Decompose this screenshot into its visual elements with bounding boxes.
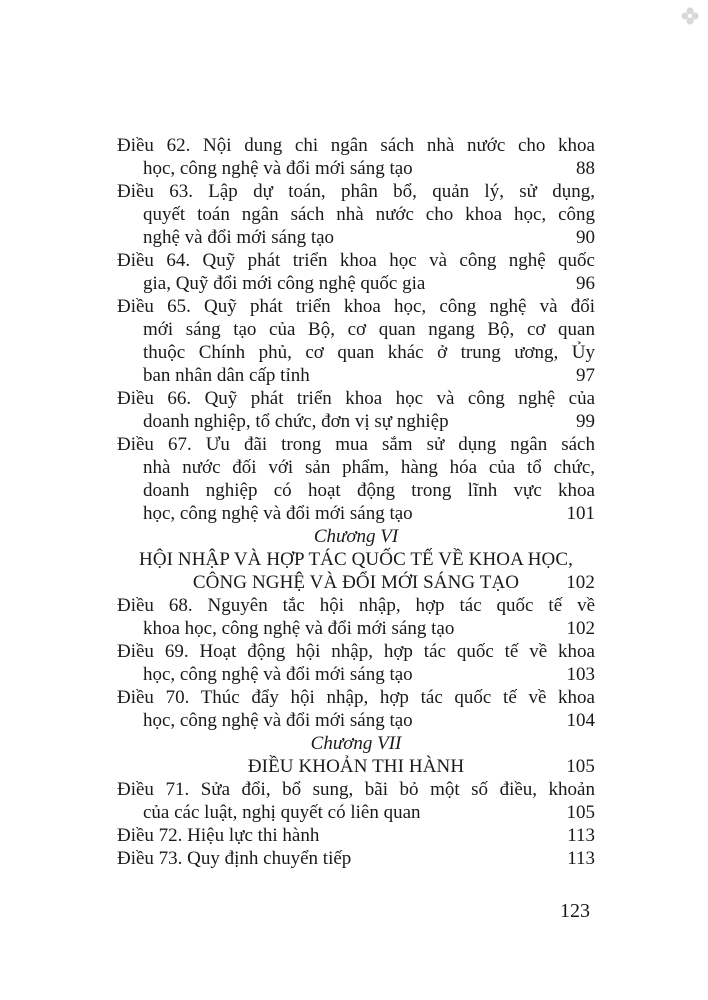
toc-entry-page: 99 (576, 411, 595, 432)
toc-entry-line: nghệ và đổi mới sáng tạo (143, 227, 335, 248)
toc-entry (117, 778, 595, 824)
toc-entry-line: Điều 64. Quỹ phát triển khoa học và công nghệ quốc (117, 250, 595, 271)
toc-entry-line: quyết toán ngân sách nhà nước cho khoa học, công (143, 204, 595, 225)
chapter-6-label: Chương VI (313, 526, 399, 547)
toc-entries-chapter-7 (117, 778, 595, 870)
toc-entry (117, 134, 595, 180)
toc-entry-line: Điều 69. Hoạt động hội nhập, hợp tác quốc tế về khoa (117, 641, 595, 662)
toc-entry-page: 97 (576, 365, 595, 386)
chapter-6-title-line-1: HỘI NHẬP VÀ HỢP TÁC QUỐC TẾ VỀ KHOA HỌC, (139, 549, 573, 570)
toc-entry-page: 105 (566, 802, 595, 823)
toc-entry-line: ban nhân dân cấp tỉnh (143, 365, 310, 386)
toc-entry-page: 113 (567, 825, 595, 846)
toc-entry (117, 686, 595, 732)
toc-entry-page: 101 (566, 503, 595, 524)
toc-entry-line: Điều 72. Hiệu lực thi hành (117, 825, 320, 846)
toc-entry-line: gia, Quỹ đổi mới công nghệ quốc gia (143, 273, 426, 294)
toc-entry-line: khoa học, công nghệ và đổi mới sáng tạo (143, 618, 455, 639)
chapter-6-title-line-2: CÔNG NGHỆ VÀ ĐỔI MỚI SÁNG TẠO (192, 572, 520, 593)
toc-entry-line: học, công nghệ và đổi mới sáng tạo (143, 664, 413, 685)
toc-entry-line: Điều 63. Lập dự toán, phân bổ, quản lý, sử dụng, (117, 181, 595, 202)
toc-entry-line: học, công nghệ và đổi mới sáng tạo (143, 503, 413, 524)
toc-entry-line: Điều 66. Quỹ phát triển khoa học và công nghệ của (117, 388, 595, 409)
toc-entry-line: Điều 70. Thúc đẩy hội nhập, hợp tác quốc tế về khoa (117, 687, 595, 708)
toc-entries-chapter-6 (117, 594, 595, 732)
toc-entry-line: mới sáng tạo của Bộ, cơ quan ngang Bộ, cơ quan (143, 319, 595, 340)
toc-entry-line: Điều 62. Nội dung chi ngân sách nhà nước cho khoa (117, 135, 595, 156)
toc-entry-line: thuộc Chính phủ, cơ quan khác ở trung ương, Ủy (143, 342, 595, 363)
toc-entries-chapter-5 (117, 134, 595, 525)
toc-entry-page: 104 (566, 710, 595, 731)
toc-entry (117, 824, 595, 847)
toc-entry-line: Điều 71. Sửa đổi, bổ sung, bãi bỏ một số điều, khoản (117, 779, 595, 800)
toc-entry (117, 640, 595, 686)
toc-entry-line: của các luật, nghị quyết có liên quan (143, 802, 421, 823)
toc-entry (117, 594, 595, 640)
toc-entry-line: học, công nghệ và đổi mới sáng tạo (143, 158, 413, 179)
toc-entry-page: 103 (566, 664, 595, 685)
chapter-7-page: 105 (566, 756, 595, 777)
page-number: 123 (560, 900, 590, 922)
chapter-7-title (117, 755, 595, 778)
toc-entry (117, 847, 595, 870)
toc-entry-line: nhà nước đối với sản phẩm, hàng hóa của tổ chức, (143, 457, 595, 478)
toc-entry-page: 102 (566, 618, 595, 639)
toc-entry-page: 88 (576, 158, 595, 179)
toc-entry-line: Điều 73. Quy định chuyển tiếp (117, 848, 352, 869)
toc-entry-page: 96 (576, 273, 595, 294)
flower-watermark-icon (680, 6, 700, 26)
toc-entry (117, 433, 595, 525)
chapter-7-title-text: ĐIỀU KHOẢN THI HÀNH (247, 756, 465, 777)
toc-entry-line: Điều 67. Ưu đãi trong mua sắm sử dụng ngân sách (117, 434, 595, 455)
toc-entry (117, 180, 595, 249)
toc-entry (117, 387, 595, 433)
toc-entry-line: doanh nghiệp, tổ chức, đơn vị sự nghiệp (143, 411, 449, 432)
toc-entry-line: học, công nghệ và đổi mới sáng tạo (143, 710, 413, 731)
chapter-7-label: Chương VII (310, 733, 402, 754)
toc-entry-line: Điều 65. Quỹ phát triển khoa học, công nghệ và đổi (117, 296, 595, 317)
table-of-contents (117, 134, 595, 870)
toc-entry-line: doanh nghiệp có hoạt động trong lĩnh vực khoa (143, 480, 595, 501)
toc-entry (117, 249, 595, 295)
toc-entry (117, 295, 595, 387)
toc-entry-page: 113 (567, 848, 595, 869)
toc-entry-line: Điều 68. Nguyên tắc hội nhập, hợp tác quốc tế về (117, 595, 595, 616)
chapter-6-page: 102 (566, 572, 595, 593)
toc-entry-page: 90 (576, 227, 595, 248)
chapter-6-title (117, 548, 595, 594)
